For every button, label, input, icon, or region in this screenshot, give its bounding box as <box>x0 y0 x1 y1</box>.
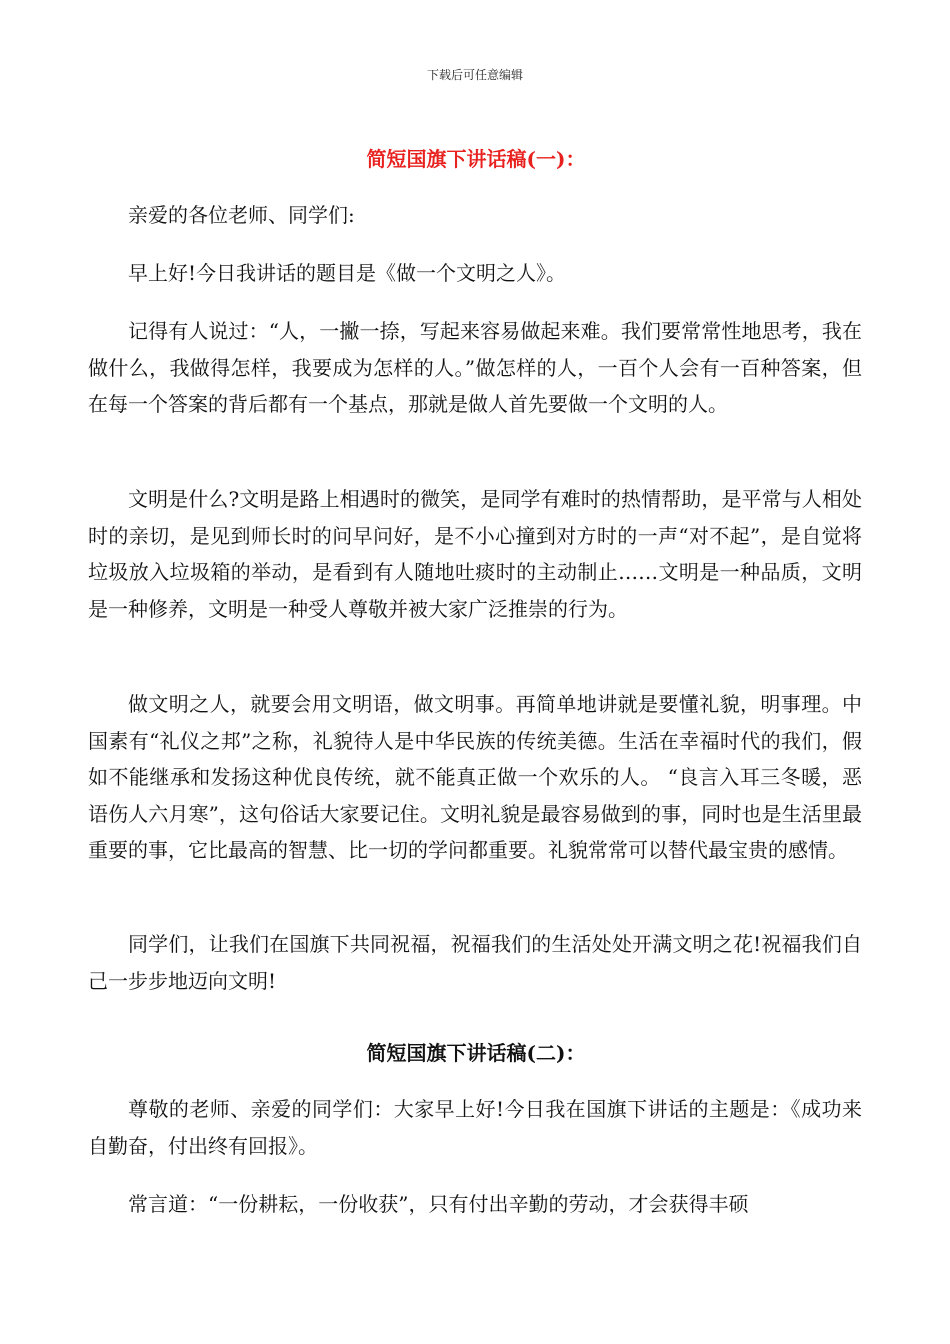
section2-title: 简短国旗下讲话稿(二)： <box>366 1041 586 1065</box>
section2-paragraph-1: 尊敬的老师、亲爱的同学们：大家早上好!今日我在国旗下讲话的主题是：《成功来自勤奋，付出终有回报》。 <box>88 1097 862 1158</box>
section1-paragraph-5: 做文明之人，就要会用文明语，做文明事。再简单地讲就是要懂礼貌，明事理。中国素有“礼仪之邦”之称，礼貌待人是中华民族的传统美德。生活在幸福时代的我们，假如不能继承和发扬这种优良传统，就不能真正做一个欢乐的人。 “良言入耳三冬暖，恶语伤人六月寒”，这句俗话大家要记住。文明礼貌是最容易做到的事，同时也是生活里最重要的事，它比最高的智慧、比一切的学问都重要。礼貌常常可以替代最宝贵的感情。 <box>88 692 862 863</box>
header-note: 下载后可任意编辑 <box>426 68 523 82</box>
section1-paragraph-1: 亲爱的各位老师、同学们: <box>128 203 355 227</box>
section1-paragraph-6: 同学们，让我们在国旗下共同祝福，祝福我们的生活处处开满文明之花!祝福我们自己一步步地迈向文明! <box>88 932 862 993</box>
section2-paragraph-2: 常言道：“一份耕耘，一份收获”，只有付出辛勤的劳动，才会获得丰硕 <box>128 1192 749 1216</box>
section1-paragraph-3: 记得有人说过：“人，一撇一捺，写起来容易做起来难。我们要常常性地思考，我在做什么，我做得怎样，我要成为怎样的人。”做怎样的人，一百个人会有一百种答案，但在每一个答案的背后都有一个基点，那就是做人首先要做一个文明的人。 <box>88 319 862 417</box>
section1-paragraph-2: 早上好!今日我讲话的题目是《做一个文明之人》。 <box>128 261 567 285</box>
section1-paragraph-4: 文明是什么?文明是路上相遇时的微笑，是同学有难时的热情帮助，是平常与人相处时的亲切，是见到师长时的问早问好，是不小心撞到对方时的一声“对不起”，是自觉将垃圾放入垃圾箱的举动，是看到有人随地吐痰时的主动制止……文明是一种品质，文明是一种修养，文明是一种受人尊敬并被大家广泛推崇的行为。 <box>88 487 862 621</box>
section1-title: 简短国旗下讲话稿(一)： <box>366 147 586 171</box>
